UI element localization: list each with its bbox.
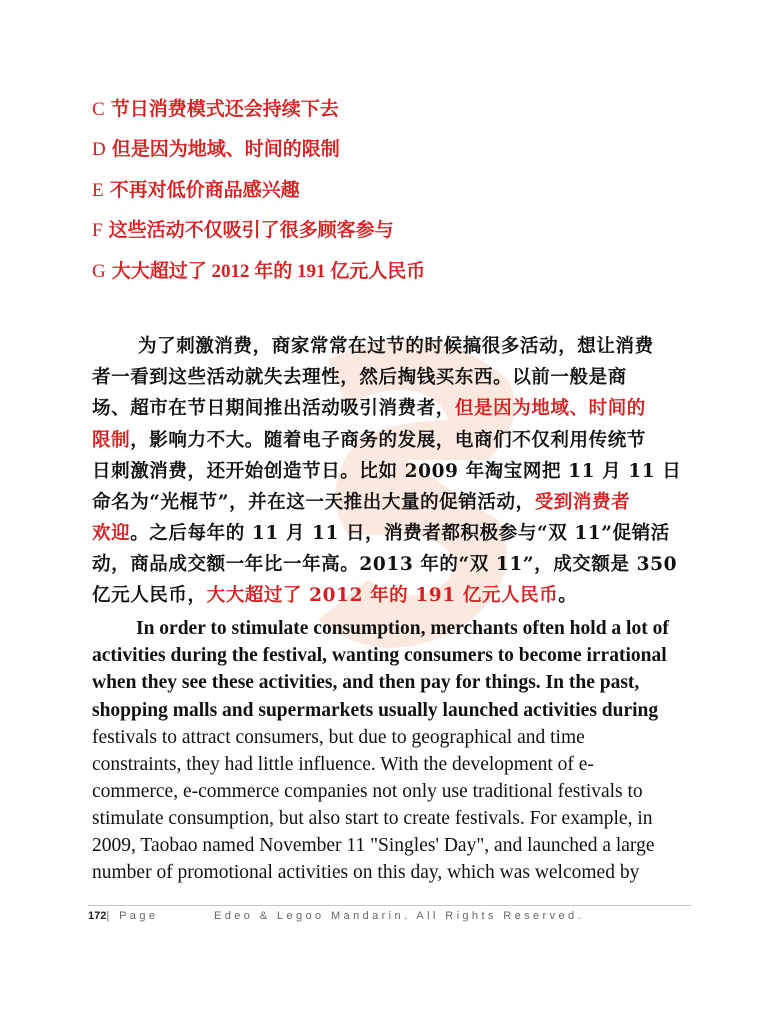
- english-line: when they see these activities, and then pay for things. In the past,: [92, 672, 640, 693]
- chinese-line: 欢迎。之后每年的 11 月 11 日，消费者都积极参与“双 11”促销活: [92, 523, 670, 544]
- english-line: In order to stimulate consumption, merchants often hold a lot of: [136, 618, 669, 639]
- option-g: G 大大超过了 2012 年的 191 亿元人民币: [92, 261, 426, 282]
- chinese-line: 者一看到这些活动就失去理性，然后掏钱买东西。以前一般是商: [92, 367, 627, 388]
- english-line: number of promotional activities on this day, which was welcomed by: [92, 862, 640, 883]
- english-line: constraints, they had little influence. With the development of e-: [92, 754, 594, 775]
- chinese-line: 日刺激消费，还开始创造节日。比如 2009 年淘宝网把 11 月 11 日: [92, 461, 682, 482]
- copyright-notice: Edeo & Legoo Mandarin. All Rights Reserved.: [214, 910, 584, 922]
- chinese-line: 限制，影响力不大。随着电子商务的发展，电商们不仅利用传统节: [92, 430, 646, 451]
- option-f: F 这些活动不仅吸引了很多顾客参与: [92, 220, 394, 241]
- option-e: E 不再对低价商品感兴趣: [92, 180, 300, 201]
- english-line: 2009, Taobao named November 11 "Singles' Day", and launched a large: [92, 835, 655, 856]
- chinese-line: 亿元人民币，大大超过了 2012 年的 191 亿元人民币。: [92, 585, 578, 606]
- chinese-line: 为了刺激消费，商家常常在过节的时候搞很多活动，想让消费: [138, 336, 654, 357]
- english-line: shopping malls and supermarkets usually launched activities during: [92, 700, 659, 721]
- english-line: festivals to attract consumers, but due to geographical and time: [92, 727, 585, 748]
- english-line: activities during the festival, wanting consumers to become irrational: [92, 645, 667, 666]
- chinese-line: 动，商品成交额一年比一年高。2013 年的“双 11”，成交额是 350: [92, 554, 678, 575]
- english-line: commerce, e-commerce companies not only use traditional festivals to: [92, 781, 643, 802]
- page-footer: [88, 910, 584, 922]
- option-c: C 节日消费模式还会持续下去: [92, 99, 339, 120]
- option-d: D 但是因为地域、时间的限制: [92, 139, 340, 160]
- footer-divider: [88, 905, 692, 906]
- page-label: | Page: [106, 910, 159, 922]
- page-number: 172: [88, 910, 107, 922]
- english-line: stimulate consumption, but also start to create festivals. For example, in: [92, 808, 653, 829]
- chinese-line: 场、超市在节日期间推出活动吸引消费者，但是因为地域、时间的: [92, 398, 646, 419]
- chinese-line: 命名为“光棍节”，并在这一天推出大量的促销活动，受到消费者: [92, 492, 631, 513]
